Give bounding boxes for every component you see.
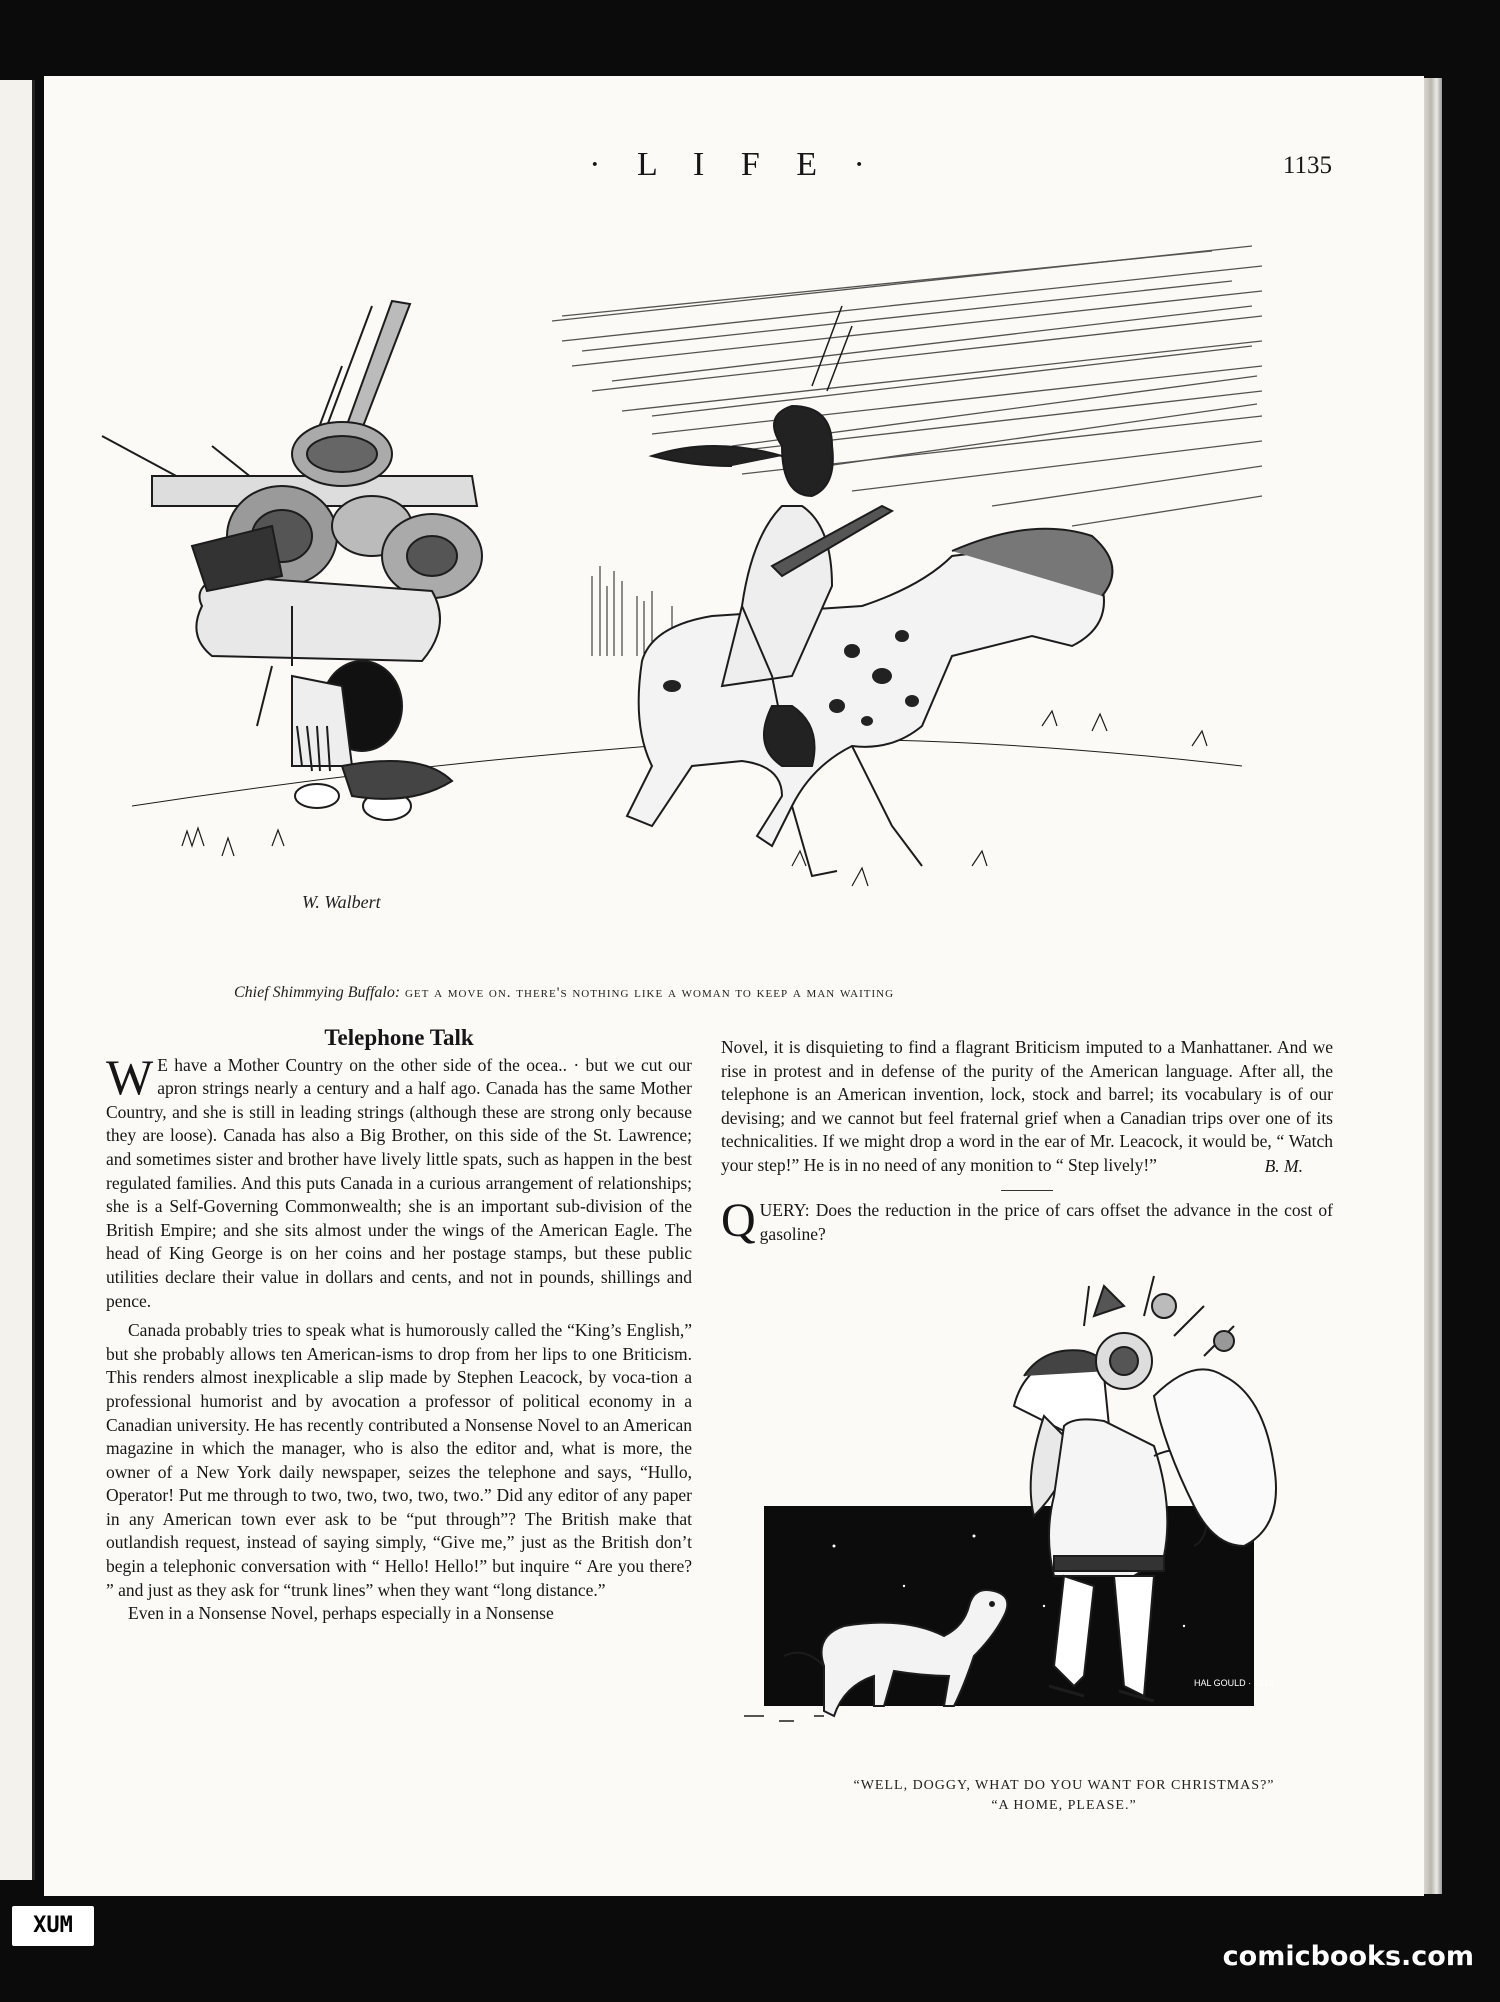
section-divider xyxy=(1001,1190,1053,1191)
christmas-artist-signature: HAL GOULD · 1916 xyxy=(1194,1678,1274,1688)
article-title: Telephone Talk xyxy=(324,1025,474,1050)
query-lead: UERY: xyxy=(759,1200,810,1221)
article-paragraph xyxy=(106,1048,692,1314)
christmas-cartoon-caption xyxy=(764,1776,1364,1816)
article-right-column xyxy=(721,1036,1333,1246)
christmas-caption-line-1: “WELL, DOGGY, WHAT DO YOU WANT FOR CHRISTMAS?” xyxy=(853,1778,1275,1793)
page-number: 1135 xyxy=(1282,152,1332,179)
caption-speaker: Chief Shimmying Buffalo: xyxy=(234,984,401,1001)
article-paragraph: Even in a Nonsense Novel, perhaps especially in a Nonsense xyxy=(128,1603,554,1624)
magazine-page xyxy=(44,76,1424,1896)
query-text: Does the reduction in the price of cars offset the advance in the cost of gasoline? xyxy=(759,1200,1333,1244)
top-cartoon-artist-signature: W. Walbert xyxy=(302,892,381,912)
article-paragraph-1-text: E have a Mother Country on the other side of the ocea.. · but we cut our apron strings nearly a century and a half ago. Canada has the same Mother Country, and she is still in leading strings (although these are strong only because they are loose). Canada has also a Big Brother, on this side of the St. Lawrence; and sometimes sister and brother have lively little spats, such as happen in the best regulated families. And this puts Canada in a curious arrangement of relationships; she is a Self-Governing Commonwealth; she is an important sub-division of the British Empire; and she sits almost under the wings of the American Eagle. The head of King George is on her coins and her postage stamps, but these public utilities declare their value in dollars and cents, and not in pounds, shillings and pence. xyxy=(106,1054,692,1311)
article-left-column xyxy=(106,1026,692,1626)
christmas-cartoon-illustration xyxy=(724,1246,1364,1766)
article-signature: B. M. xyxy=(1264,1155,1303,1176)
top-cartoon-caption xyxy=(234,984,1234,1002)
chief-on-horse xyxy=(627,306,1112,876)
query-item xyxy=(721,1194,1333,1248)
article-paragraph-continued: Novel, it is disquieting to find a flagrant Briticism imputed to a Manhattaner. And we rise in protest and in defense of the purity of the American language. After all, the telephone is an American invention, lock, stock and barrel; its vocabulary is of our devising; and we cannot but feel fraternal grief when a Canadian trips over one of its technicalities. If we might drop a word in the ear of Mr. Leacock, it would be, “ Watch your step!” He is in no need of any monition to “ Step lively!” xyxy=(721,1037,1333,1175)
article-paragraph: Canada probably tries to speak what is humorously called the “King’s English,” but she probably allows ten American-isms to drop from her lips to one Briticism. This renders almost inexplicable a slip made by Stephen Leacock, by voca-tion a professional humorist and by avocation a professor of political economy in a Canadian university. He has recently contributed a Nonsense Novel to an American magazine in which the manager, who is also the editor and, what is more, the owner of a New York daily newspaper, seizes the telephone and says, “Hullo, Operator! Put me through to two, two, two, two, two.” Did any editor of any paper in any American town ever ask to be “put through”? The British make that outlandish request, instead of saying simply, “Give me,” just as the British don’t begin a telephonic conversation with “ Hello! Hello!” but inquire “ Are you there? ” and just as they ask for “trunk lines” when they want “long distance.” xyxy=(106,1320,692,1600)
dropcap-q: Q xyxy=(721,1194,756,1248)
sky-hatching xyxy=(552,246,1262,526)
top-cartoon-illustration xyxy=(92,206,1292,926)
dropcap-w: W xyxy=(106,1048,154,1105)
adjacent-page-edge xyxy=(0,80,35,1880)
christmas-caption-line-2: “A HOME, PLEASE.” xyxy=(991,1798,1137,1813)
caption-line: get a move on. there's nothing like a woman to keep a man waiting xyxy=(404,985,895,1001)
source-watermark: comicbooks.com xyxy=(1222,1941,1474,1972)
archive-stamp-label: XUM xyxy=(12,1906,94,1946)
masthead-title: · L I F E · xyxy=(589,146,879,183)
page-stack-edge xyxy=(1424,78,1442,1894)
